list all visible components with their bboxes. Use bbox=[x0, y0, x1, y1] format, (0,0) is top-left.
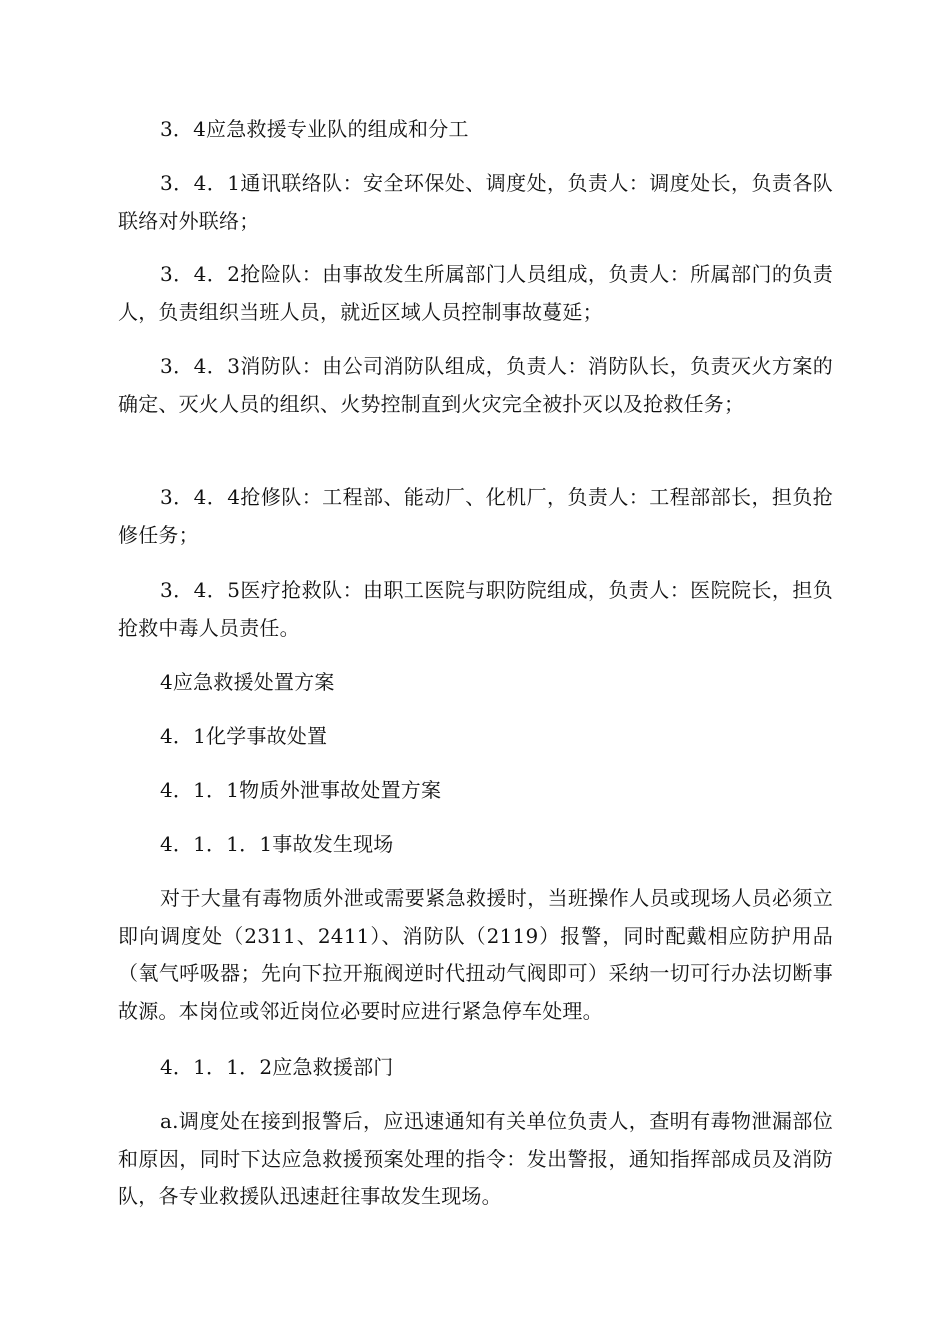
section-heading-4-1-1-1: 4．1．1．1事故发生现场 bbox=[160, 832, 394, 856]
paragraph-3-4-5: 3．4．5医疗抢救队：由职工医院与职防院组成，负责人：医院院长，担负抢救中毒人员责任。 bbox=[118, 578, 833, 640]
paragraph-3-4-1: 3．4．1通讯联络队：安全环保处、调度处，负责人：调度处长，负责各队联络对外联络； bbox=[118, 171, 833, 233]
paragraph-leak-response: 对于大量有毒物质外泄或需要紧急救援时，当班操作人员或现场人员必须立即向调度处（2311、2411）、消防队（2119）报警，同时配戴相应防护用品（氧气呼吸器；先向下拉开瓶阀逆时代扭动气阀即可）采纳一切可行办法切断事故源。本岗位或邻近岗位必要时应进行紧急停车处理。 bbox=[118, 886, 833, 1023]
paragraph-3-4-4: 3．4．4抢修队：工程部、能动厂、化机厂，负责人：工程部部长，担负抢修任务； bbox=[118, 485, 833, 547]
paragraph-3-4-2: 3．4．2抢险队：由事故发生所属部门人员组成，负责人：所属部门的负责人，负责组织当班人员，就近区域人员控制事故蔓延； bbox=[118, 262, 833, 324]
section-heading-4-1-1-2: 4．1．1．2应急救援部门 bbox=[160, 1055, 394, 1079]
paragraph-dispatch-action: a.调度处在接到报警后，应迅速通知有关单位负责人，查明有毒物泄漏部位和原因，同时下达应急救援预案处理的指令：发出警报，通知指挥部成员及消防队，各专业救援队迅速赶往事故发生现场。 bbox=[118, 1109, 833, 1208]
paragraph-3-4-3: 3．4．3消防队：由公司消防队组成，负责人：消防队长，负责灭火方案的确定、灭火人员的组织、火势控制直到火灾完全被扑灭以及抢救任务； bbox=[118, 354, 833, 416]
section-heading-4: 4应急救援处置方案 bbox=[160, 670, 335, 694]
section-heading-3-4: 3．4应急救援专业队的组成和分工 bbox=[160, 117, 469, 141]
section-heading-4-1-1: 4．1．1物质外泄事故处置方案 bbox=[160, 778, 442, 802]
section-heading-4-1: 4．1化学事故处置 bbox=[160, 724, 328, 748]
